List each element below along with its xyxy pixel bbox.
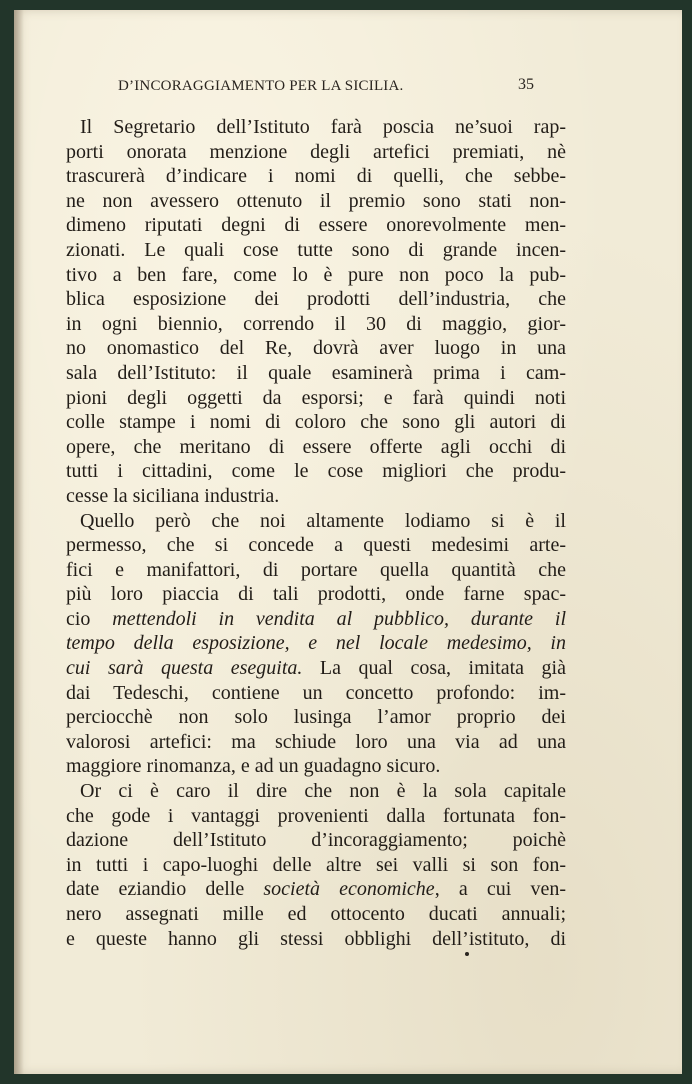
text-line: sala dell’Istituto: il quale esaminerà prima i cam- — [66, 361, 566, 384]
text-line: cui sarà questa eseguita. La qual cosa, imitata già — [66, 657, 566, 680]
text-line: dai Tedeschi, contiene un concetto profondo: im- — [66, 681, 566, 704]
text-line: date eziandio delle società economiche, a cui ven- — [66, 878, 566, 901]
text-line: colle stampe i nomi di coloro che sono gli autori di — [66, 411, 566, 434]
italic-text: società economiche — [263, 878, 435, 901]
running-title: D’INCORAGGIAMENTO PER LA SICILIA. — [118, 78, 404, 94]
text-line: no onomastico del Re, dovrà aver luogo in una — [66, 337, 566, 360]
text-line: Quello però che noi altamente lodiamo si è il — [80, 509, 566, 532]
text-line: pioni degli oggetti da esporsi; e farà quindi noti — [66, 386, 566, 409]
text-line: che gode i vantaggi provenienti dalla fortunata fon- — [66, 804, 566, 827]
text-line: permesso, che si concede a questi medesimi arte- — [66, 534, 566, 557]
italic-text: mettendoli in vendita al pubblico, durante il — [112, 607, 567, 630]
text-line: zionati. Le quali cose tutte sono di grande incen- — [66, 238, 566, 261]
text-line: in tutti i capo-luoghi delle altre sei valli si son fon- — [66, 853, 566, 876]
page-number: 35 — [518, 76, 534, 93]
text-line: Or ci è caro il dire che non è la sola capitale — [80, 780, 566, 803]
text-line: Il Segretario dell’Istituto farà poscia ne’suoi rap- — [80, 116, 566, 138]
body-text — [66, 115, 566, 951]
text-line: e queste hanno gli stessi obblighi dell’istituto, di — [66, 927, 566, 950]
text-line: fici e manifattori, di portare quella quantità che — [66, 558, 566, 581]
text-line: perciocchè non solo lusinga l’amor proprio dei — [66, 706, 566, 729]
text-line: dazione dell’Istituto d’incoraggiamento; poichè — [66, 829, 566, 852]
italic-text: cui sarà questa eseguita. — [66, 657, 303, 680]
text-line: porti onorata menzione degli artefici premiati, nè — [66, 140, 566, 163]
text-line: ne non avessero ottenuto il premio sono stati non- — [66, 189, 566, 212]
text-line: nero assegnati mille ed ottocento ducati annuali; — [66, 903, 566, 925]
ink-mark — [465, 952, 469, 956]
italic-text: tempo della esposizione, e nel locale medesimo, in — [66, 632, 566, 655]
text-line: tivo a ben fare, come lo è pure non poco la pub- — [66, 263, 566, 286]
text-line: valorosi artefici: ma schiude loro una via ad una — [66, 730, 566, 753]
text-line: maggiore rinomanza, e ad un guadagno sicuro. — [66, 755, 441, 778]
page-gutter-shadow — [14, 10, 24, 1074]
text-line: in ogni biennio, correndo il 30 di maggio, gior- — [66, 312, 566, 335]
text-line — [66, 631, 566, 656]
text-line: tutti i cittadini, come le cose migliori che produ- — [66, 460, 566, 483]
text-line: cio mettendoli in vendita al pubblico, durante il — [66, 607, 567, 630]
text-line: cesse la siciliana industria. — [66, 484, 280, 507]
text-line: blica esposizione dei prodotti dell’industria, che — [66, 288, 566, 311]
text-line: dimeno riputati degni di essere onorevolmente men- — [66, 214, 566, 237]
text-line: più loro piaccia di tali prodotti, onde farne spac- — [66, 583, 566, 606]
text-line: opere, che meritano di essere offerte agli occhi di — [66, 435, 566, 458]
text-line: trascurerà d’indicare i nomi di quelli, che sebbe- — [66, 165, 566, 188]
